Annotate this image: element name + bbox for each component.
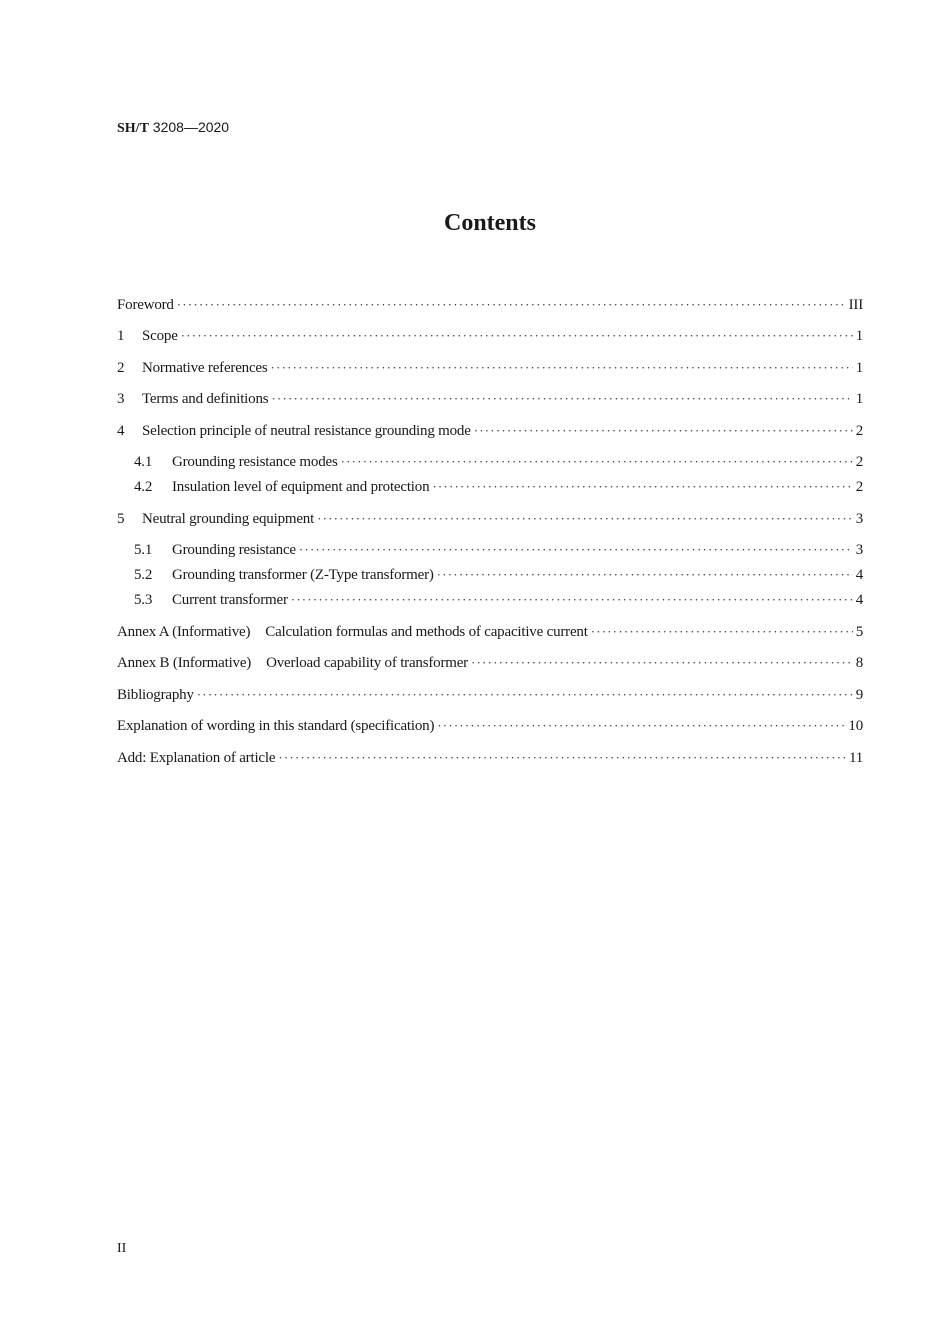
toc-number: 5	[117, 511, 125, 527]
toc-label: Add: Explanation of article	[117, 750, 276, 766]
toc-annex-prefix: Annex B (Informative)	[117, 655, 252, 671]
toc-label: Scope	[142, 328, 178, 344]
toc-label: Overload capability of transformer	[266, 655, 468, 671]
toc-entry[interactable]	[134, 479, 863, 499]
toc-page: 1	[855, 328, 863, 344]
toc-entry[interactable]	[117, 391, 863, 411]
toc-number: 4.1	[134, 454, 153, 470]
toc-label: Bibliography	[117, 687, 194, 703]
toc-leader-dots	[341, 454, 853, 470]
toc-entry[interactable]	[117, 655, 863, 675]
page-number: II	[117, 1241, 127, 1256]
toc-leader-dots	[291, 592, 853, 608]
toc-number: 5.3	[134, 592, 153, 608]
page-title: Contents	[443, 210, 536, 236]
toc-entry[interactable]	[117, 624, 863, 644]
toc-label: Selection principle of neutral resistance grounding mode	[142, 423, 471, 439]
toc-page: 11	[848, 750, 863, 766]
toc-label: Insulation level of equipment and protection	[172, 479, 430, 495]
toc-leader-dots	[177, 297, 846, 313]
toc-page: 2	[855, 479, 863, 495]
toc-number: 1	[117, 328, 125, 344]
standard-code-number: 3208—2020	[148, 119, 230, 135]
toc-page: 8	[855, 655, 863, 671]
toc-number: 3	[117, 391, 125, 407]
toc-entry[interactable]	[117, 297, 863, 317]
toc-leader-dots	[591, 624, 853, 640]
toc-page: 9	[855, 687, 863, 703]
toc-leader-dots	[437, 567, 853, 583]
toc-number: 4.2	[134, 479, 153, 495]
toc-annex-prefix: Annex A (Informative)	[117, 624, 251, 640]
toc-entry[interactable]	[117, 687, 863, 707]
toc-entry[interactable]	[117, 511, 863, 531]
toc-label: Grounding resistance	[172, 542, 296, 558]
toc-label: Calculation formulas and methods of capacitive current	[265, 624, 588, 640]
toc-label: Neutral grounding equipment	[142, 511, 315, 527]
toc-page: 1	[855, 360, 863, 376]
toc-label: Terms and definitions	[142, 391, 269, 407]
toc-number: 4	[117, 423, 125, 439]
toc-entry[interactable]	[134, 454, 863, 474]
toc-leader-dots	[271, 391, 852, 407]
toc-label: Grounding transformer (Z-Type transformer)	[172, 567, 434, 583]
toc-leader-dots	[437, 718, 845, 734]
toc-number: 5.1	[134, 542, 153, 558]
toc-page: 4	[855, 592, 863, 608]
toc-leader-dots	[317, 511, 853, 527]
toc-number: 2	[117, 360, 125, 376]
toc-page: 3	[855, 542, 863, 558]
toc-entry[interactable]	[117, 750, 863, 770]
toc-page: III	[848, 297, 863, 313]
toc-leader-dots	[271, 360, 853, 376]
toc-page: 10	[848, 718, 863, 734]
toc-leader-dots	[471, 655, 853, 671]
toc-entry[interactable]	[134, 592, 863, 612]
toc-page: 4	[855, 567, 863, 583]
toc-entry[interactable]	[117, 360, 863, 380]
toc-leader-dots	[474, 423, 853, 439]
toc-label: Grounding resistance modes	[172, 454, 338, 470]
toc-page: 3	[855, 511, 863, 527]
toc-page: 1	[855, 391, 863, 407]
toc-leader-dots	[278, 750, 846, 766]
toc-label: Foreword	[117, 297, 174, 313]
toc-leader-dots	[181, 328, 853, 344]
toc-leader-dots	[432, 479, 852, 495]
toc-label: Current transformer	[172, 592, 288, 608]
toc-page: 2	[855, 423, 863, 439]
toc-entry[interactable]	[117, 328, 863, 348]
toc-leader-dots	[299, 542, 853, 558]
toc-entry[interactable]	[134, 542, 863, 562]
toc-entry[interactable]	[134, 567, 863, 587]
toc-label: Explanation of wording in this standard (specification)	[117, 718, 435, 734]
toc-page: 5	[855, 624, 863, 640]
toc-leader-dots	[197, 687, 853, 703]
toc-number: 5.2	[134, 567, 153, 583]
standard-code	[117, 119, 229, 137]
toc-entry[interactable]	[117, 718, 863, 738]
toc-entry[interactable]	[117, 423, 863, 443]
standard-code-prefix: SH/T	[117, 121, 149, 136]
toc-page: 2	[855, 454, 863, 470]
toc-label: Normative references	[142, 360, 268, 376]
